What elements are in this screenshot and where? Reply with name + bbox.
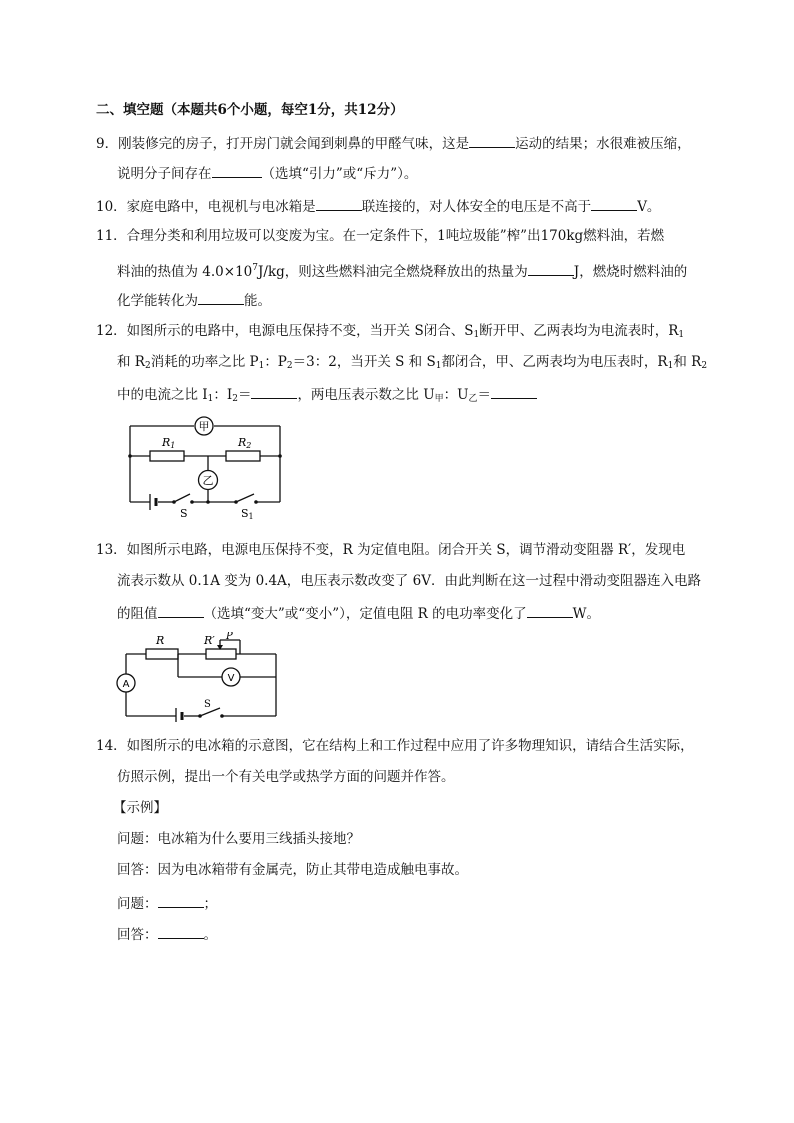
question-11-line-2 — [117, 259, 687, 281]
q12-sub: 1 — [678, 330, 685, 340]
q9-text: 说明分子间存在 — [117, 166, 212, 182]
q12-sub: 甲 — [434, 394, 444, 404]
q12-sub: 2 — [286, 361, 293, 371]
q12-sub: 1 — [207, 394, 214, 404]
q12-text: ＝ — [477, 387, 492, 403]
switch-s-contact — [190, 500, 194, 504]
q14-text: 回答： — [117, 927, 158, 943]
ammeter-label: A — [122, 679, 130, 690]
answer-prompt — [117, 924, 217, 944]
voltmeter-label: V — [227, 673, 235, 684]
q11-sup: 7 — [252, 263, 258, 273]
q9-text: 9．刚装修完的房子，打开房门就会闻到刺鼻的甲醛气味，这是 — [96, 136, 470, 152]
q12-sub: 1 — [473, 330, 480, 340]
q13-text: 的阻值 — [117, 606, 158, 622]
q12-sub: 2 — [144, 361, 151, 371]
junction-dot — [128, 454, 132, 458]
q12-sub: 1 — [258, 361, 265, 371]
label-s1: S1 — [241, 507, 254, 521]
q12-text: ＝3：2，当开关 S 和 S — [292, 354, 436, 370]
example-answer: 回答：因为电冰箱带有金属壳，防止其带电造成触电事故。 — [117, 862, 468, 878]
meter-jia-label: 甲 — [198, 420, 210, 433]
q12-text: 和 R — [673, 354, 702, 370]
q12-sub: 1 — [667, 361, 674, 371]
switch-s-contact — [172, 500, 176, 504]
q13-text: （选填“变大”或“变小”），定值电阻 R 的电功率变化了 — [203, 606, 527, 622]
q11-text: J/kg，则这些燃料油完全燃烧释放出的热量为 — [258, 264, 528, 280]
q11-text: 化学能转化为 — [117, 293, 198, 309]
label-r-prime: R′ — [204, 634, 215, 647]
q9-text: 运动的结果；水很难被压缩， — [515, 136, 691, 152]
example-heading: 【示例】 — [113, 800, 167, 816]
q9-text: （选填“引力”或“斥力”）。 — [261, 166, 418, 182]
answer-blank[interactable] — [491, 384, 537, 399]
label-s: S — [204, 699, 211, 710]
q12-text: ，两电压表示数之比 U — [297, 387, 435, 403]
q12-sub: 2 — [701, 361, 708, 371]
switch-contact — [220, 714, 224, 718]
junction-dot — [278, 454, 282, 458]
junction-dot — [206, 500, 210, 504]
question-14-line-1: 14．如图所示的电冰箱的示意图，它在结构上和工作过程中应用了许多物理知识，请结合生活实际， — [96, 738, 694, 754]
question-prompt — [117, 893, 217, 913]
answer-blank[interactable] — [591, 196, 637, 211]
q14-text: ； — [203, 896, 217, 912]
q12-text: ：U — [443, 387, 469, 403]
q14-text: 。 — [203, 927, 217, 943]
label-s: S — [180, 507, 188, 520]
answer-blank[interactable] — [158, 924, 204, 939]
question-9-line-2 — [117, 163, 417, 183]
question-10 — [96, 196, 660, 216]
q12-text: ：I — [213, 387, 233, 403]
answer-blank[interactable] — [316, 196, 362, 211]
q11-text: 料油的热值为 4.0×10 — [117, 264, 253, 280]
switch-s1-contact — [254, 500, 258, 504]
switch-s1-contact — [234, 500, 238, 504]
q10-text: 10．家庭电路中，电视机与电冰箱是 — [96, 199, 316, 215]
q10-text: 联连接的，对人体安全的电压是不高于 — [361, 199, 592, 215]
answer-blank[interactable] — [212, 163, 262, 178]
meter-yi-label: 乙 — [202, 474, 214, 487]
q12-text: 消耗的功率之比 P — [150, 354, 259, 370]
q12-text: ＝ — [237, 387, 252, 403]
q12-text: ：P — [264, 354, 287, 370]
question-12-line-3 — [117, 384, 537, 408]
switch-contact — [198, 714, 202, 718]
question-9-line-1 — [96, 133, 691, 153]
question-14-line-2: 仿照示例，提出一个有关电学或热学方面的问题并作答。 — [117, 769, 455, 785]
answer-blank[interactable] — [158, 603, 204, 618]
q11-text: J，燃烧时燃料油的 — [573, 264, 688, 280]
circuit-diagram-q13 — [114, 632, 284, 722]
answer-blank[interactable] — [469, 133, 515, 148]
q13-text: W。 — [572, 606, 600, 622]
answer-blank[interactable] — [198, 290, 244, 305]
example-question: 问题：电冰箱为什么要用三线插头接地？ — [117, 831, 360, 847]
q12-sub: 乙 — [468, 394, 478, 404]
question-13-line-1: 13．如图所示电路，电源电压保持不变，R 为定值电阻。闭合开关 S，调节滑动变阻器 R′，发现电 — [96, 542, 686, 558]
question-11-line-3 — [117, 290, 271, 310]
question-12-line-1 — [96, 322, 684, 344]
q12-text: 和 R — [117, 354, 145, 370]
label-r: R — [156, 634, 165, 647]
answer-blank[interactable] — [528, 261, 574, 276]
answer-blank[interactable] — [158, 893, 204, 908]
question-11-line-1: 11．合理分类和利用垃圾可以变废为宝。在一定条件下，1吨垃圾能”榨”出170kg燃料油，若燃 — [96, 228, 665, 244]
question-13-line-3 — [117, 603, 600, 623]
question-13-line-2: 流表示数从 0.1A 变为 0.4A，电压表示数改变了 6V．由此判断在这一过程中滑动变阻器连入电路 — [117, 573, 701, 589]
q12-text: 都闭合，甲、乙两表均为电压表时，R — [441, 354, 668, 370]
answer-blank[interactable] — [251, 384, 297, 399]
q14-text: 问题： — [117, 896, 158, 912]
q12-text: 断开甲、乙两表均为电流表时，R — [479, 323, 679, 339]
answer-blank[interactable] — [527, 603, 573, 618]
question-12-line-2 — [117, 353, 707, 375]
q11-text: 能。 — [244, 293, 271, 309]
label-r1: R1 — [162, 436, 176, 450]
q12-text: 12．如图所示的电路中，电源电压保持不变，当开关 S闭合、S — [96, 323, 474, 339]
q12-text: 中的电流之比 I — [117, 387, 208, 403]
label-p: P — [226, 632, 233, 642]
q12-sub: 1 — [435, 361, 442, 371]
section-title: 二、填空题（本题共6个小题，每空1分，共12分） — [96, 102, 404, 118]
label-r2: R2 — [238, 436, 252, 450]
q10-text: V。 — [637, 199, 661, 215]
circuit-diagram-q12 — [118, 414, 293, 526]
q12-sub: 2 — [232, 394, 238, 404]
